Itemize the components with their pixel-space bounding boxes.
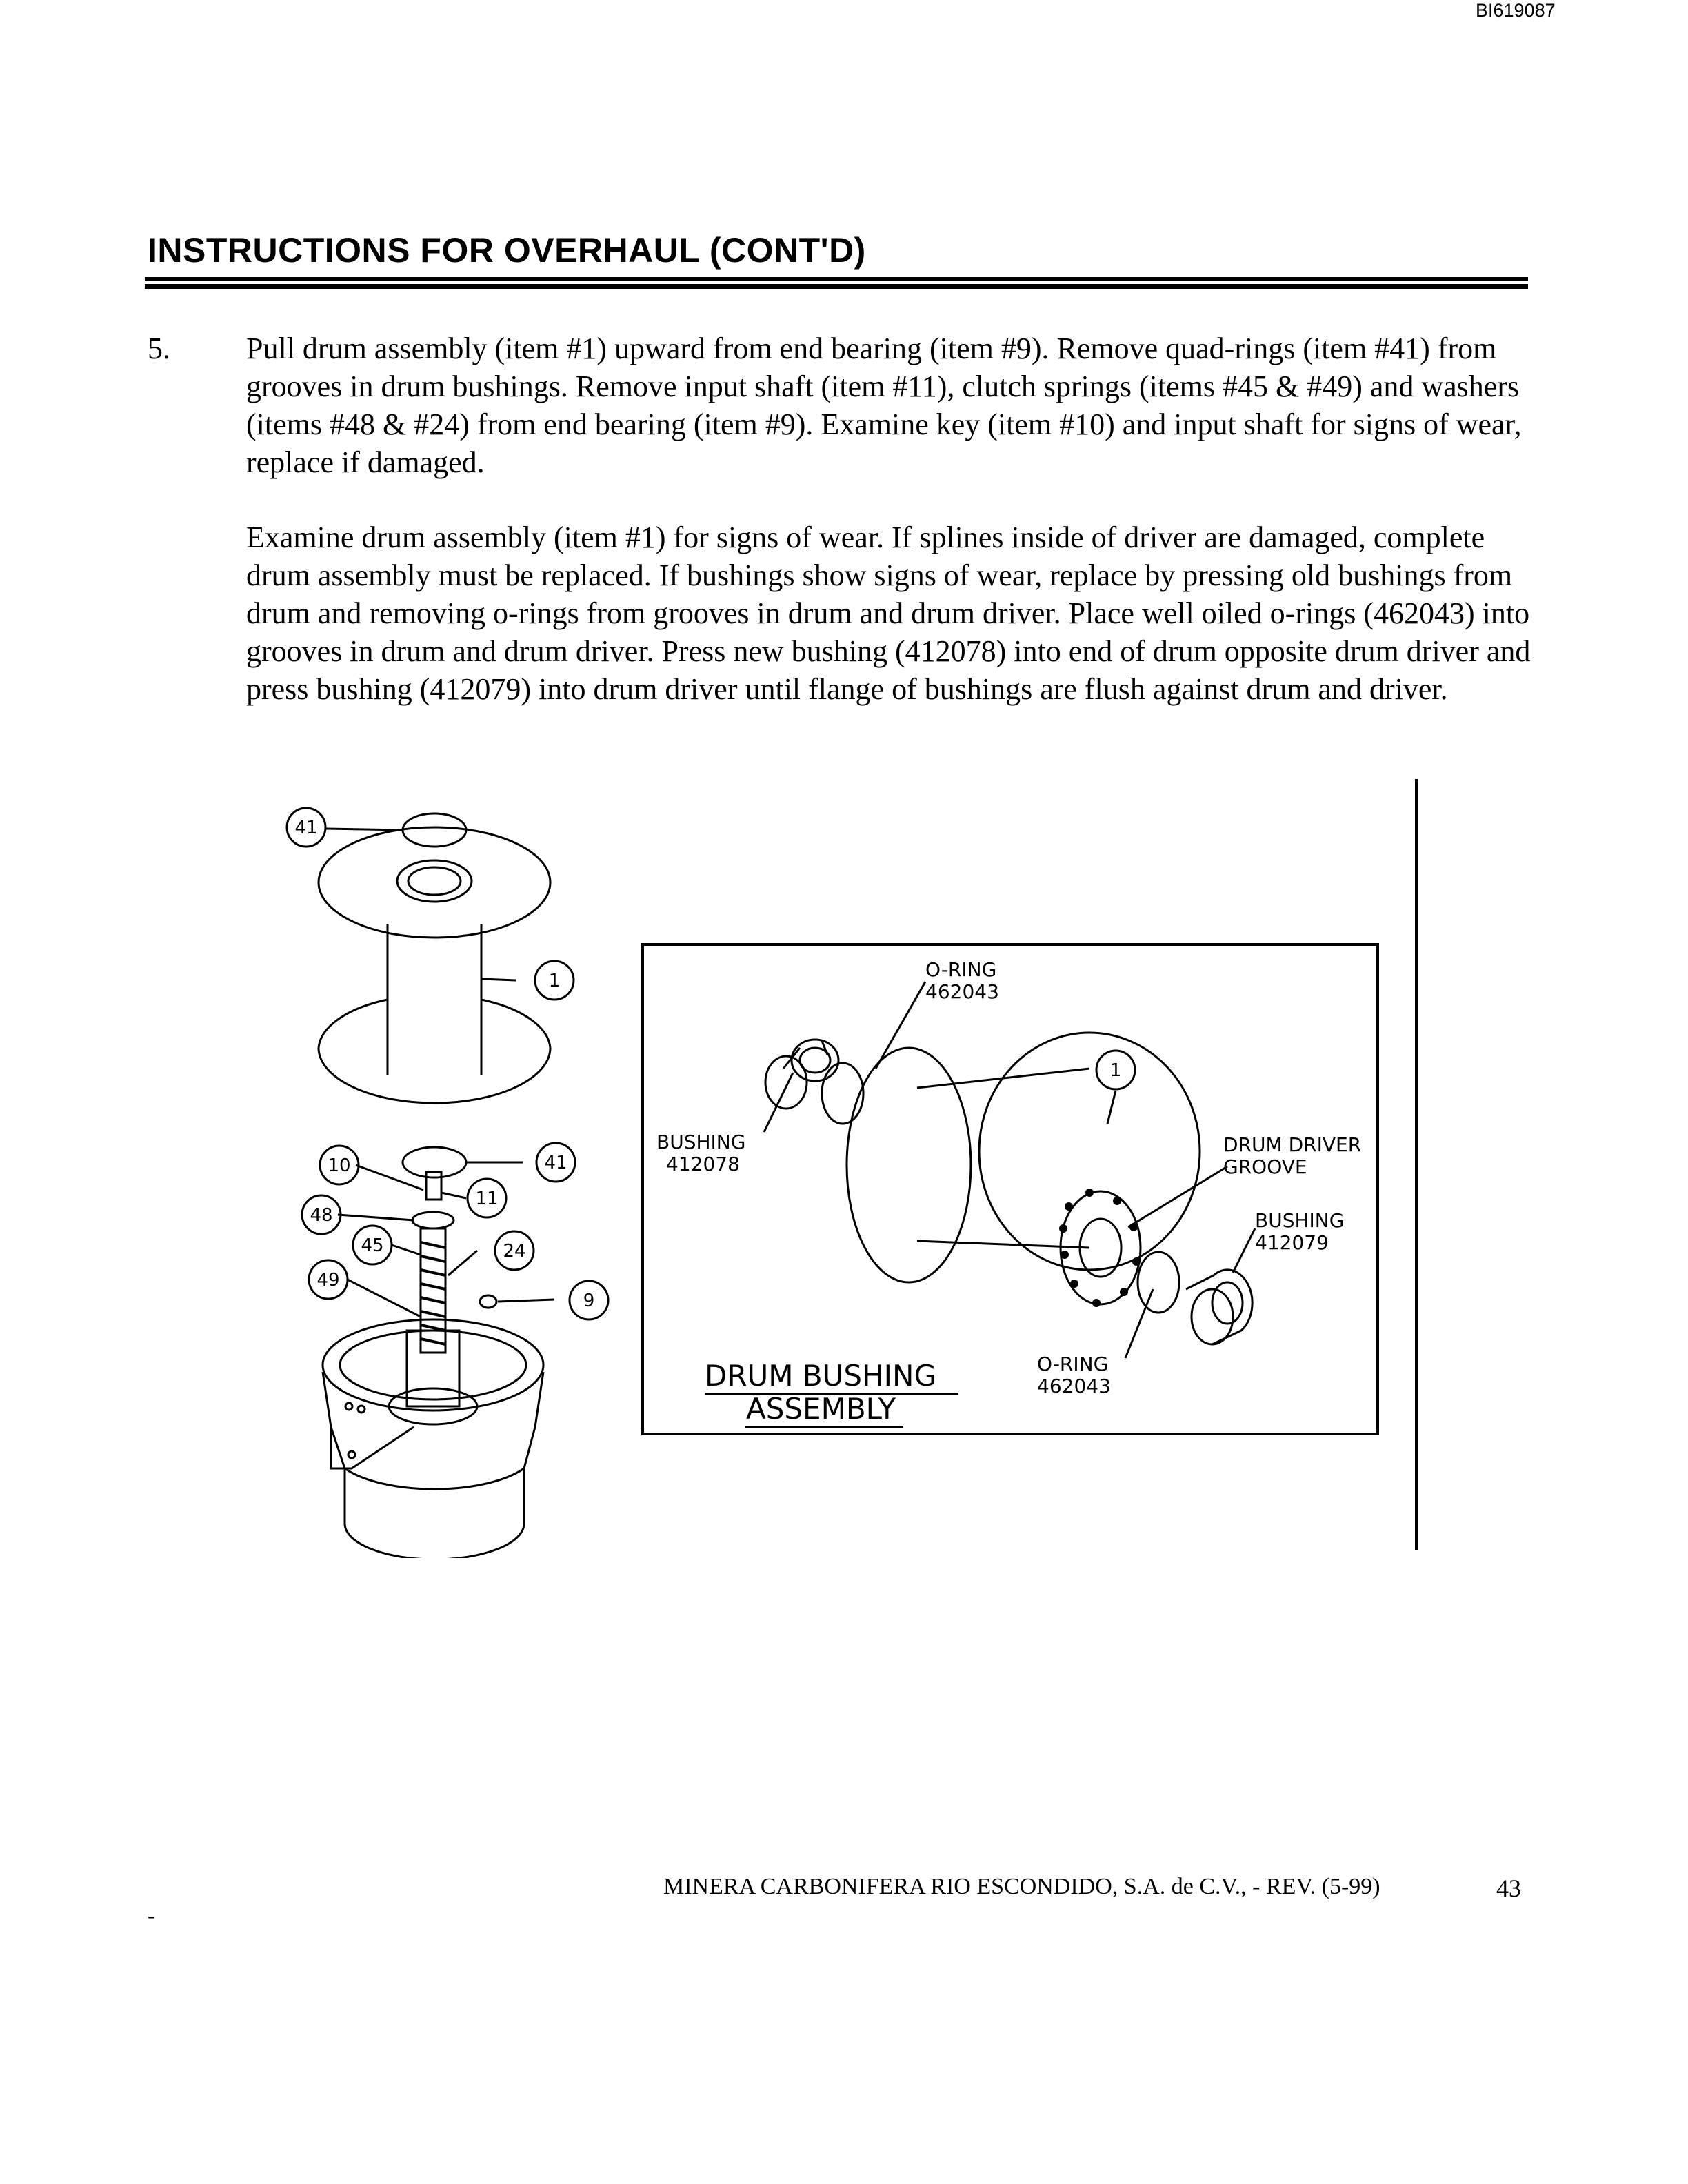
inset-drum-driver-groove-line1: DRUM DRIVER — [1223, 1133, 1362, 1156]
document-id: BI619087 — [1476, 0, 1556, 21]
callout-1: 1 — [548, 971, 561, 991]
callout-49: 49 — [316, 1270, 340, 1291]
page-number: 43 — [1496, 1874, 1521, 1902]
callout-9: 9 — [583, 1291, 595, 1311]
inset-bushing-right-label: BUSHING — [1255, 1209, 1345, 1232]
inset-bushing-left-label: BUSHING — [656, 1131, 746, 1153]
inset-oring-bottom-label: O-RING — [1037, 1353, 1109, 1375]
paragraph-2: Examine drum assembly (item #1) for signs of wear. If splines inside of driver are damaged, complete drum assembly must be replaced. If bushings show signs of wear, replace by pressing old bushings from drum and removing o-rings from grooves in drum and drum driver. Place well oiled o-rings (462043) into grooves in drum and drum driver. Press new bushing (412078) into end of drum opposite drum driver and press bushing (412079) into drum driver until flange of bushings are flush against drum and driver. — [246, 520, 1531, 706]
page-title: INSTRUCTIONS FOR OVERHAUL (CONT'D) — [148, 231, 866, 270]
title-rule-bottom — [145, 284, 1528, 289]
inset-oring-top-label: O-RING — [925, 958, 997, 981]
inset-drum-driver-groove-line2: GROOVE — [1223, 1155, 1307, 1178]
inset-oring-bottom-part: 462043 — [1037, 1375, 1111, 1397]
title-rule-top — [145, 277, 1528, 281]
drum-assembly-figure — [276, 779, 1434, 1558]
inset-bushing-right-part: 412079 — [1255, 1231, 1329, 1254]
paragraph-1: Pull drum assembly (item #1) upward from end bearing (item #9). Remove quad-rings (item #41) from grooves in drum bushings. Remove input shaft (item #11), clutch springs (items #45 & #49) and washers (items #48 & #24) from end bearing (item #9). Examine key (item #10) and input shaft for signs of wear, replace if damaged. — [246, 332, 1522, 479]
inset-oring-top-part: 462043 — [925, 980, 999, 1003]
callout-41-top: 41 — [294, 818, 318, 838]
callout-45: 45 — [361, 1235, 384, 1256]
callout-48: 48 — [310, 1205, 333, 1226]
callout-11: 11 — [475, 1189, 499, 1209]
inset-title-line1: DRUM BUSHING — [705, 1359, 936, 1393]
inset-bushing-left-part: 412078 — [666, 1153, 740, 1175]
callout-41-lower: 41 — [544, 1153, 567, 1173]
inset-callout-1: 1 — [1109, 1060, 1122, 1081]
callout-10: 10 — [328, 1155, 351, 1176]
drum-exploded-drawing — [319, 813, 554, 1558]
step-number: 5. — [148, 332, 170, 365]
footer-dash: - — [148, 1903, 156, 1928]
callout-24: 24 — [503, 1241, 526, 1262]
footer-company: MINERA CARBONIFERA RIO ESCONDIDO, S.A. de C.V., - REV. (5-99) — [663, 1874, 1380, 1899]
inset-title-line2: ASSEMBLY — [746, 1392, 896, 1426]
